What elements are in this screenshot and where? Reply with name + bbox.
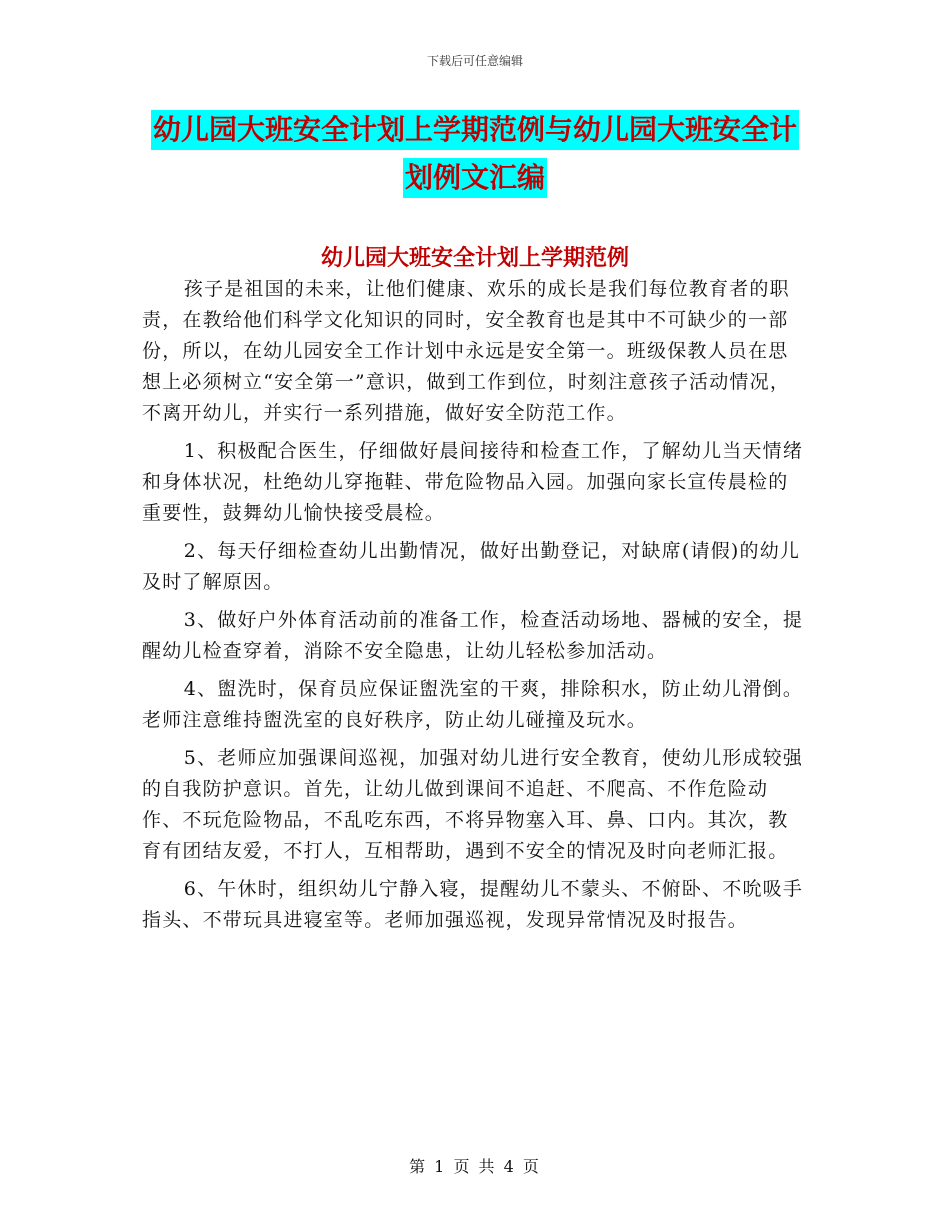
section-heading: 幼儿园大班安全计划上学期范例 [320,246,629,271]
document-body [142,274,808,943]
paragraph-item-6: 6、午休时，组织幼儿宁静入寝，提醒幼儿不蒙头、不俯卧、不吮吸手指头、不带玩具进寝室等。老师加强巡视，发现异常情况及时报告。 [142,878,804,931]
paragraph-item-3: 3、做好户外体育活动前的准备工作，检查活动场地、器械的安全，提醒幼儿检查穿着，消除不安全隐患，让幼儿轻松参加活动。 [142,609,804,662]
title-line-1: 幼儿园大班安全计划上学期范例与幼儿园大班安全计 [151,110,799,150]
paragraph-item-4: 4、盥洗时，保育员应保证盥洗室的干爽，排除积水，防止幼儿滑倒。老师注意维持盥洗室的良好秩序，防止幼儿碰撞及玩水。 [142,678,804,731]
paragraph-item-1: 1、积极配合医生，仔细做好晨间接待和检查工作，了解幼儿当天情绪和身体状况，杜绝幼儿穿拖鞋、带危险物品入园。加强向家长宣传晨检的重要性，鼓舞幼儿愉快接受晨检。 [142,440,804,524]
paragraph-intro: 孩子是祖国的未来，让他们健康、欢乐的成长是我们每位教育者的职责，在教给他们科学文化知识的同时，安全教育也是其中不可缺少的一部份，所以，在幼儿园安全工作计划中永远是安全第一。班级保教人员在思想上必须树立“安全第一”意识，做到工作到位，时刻注意孩子活动情况，不离开幼儿，并实行一系列措施，做好安全防范工作。 [142,278,791,424]
document-title [0,110,950,198]
page-number-footer: 第 1 页 共 4 页 [409,1157,541,1176]
title-line-2: 划例文汇编 [403,158,547,198]
paragraph-item-5: 5、老师应加强课间巡视，加强对幼儿进行安全教育，使幼儿形成较强的自我防护意识。首先，让幼儿做到课间不追赶、不爬高、不作危险动作、不玩危险物品，不乱吃东西，不将异物塞入耳、鼻、口内。其次，教育有团结友爱，不打人，互相帮助，遇到不安全的情况及时向老师汇报。 [142,747,804,862]
paragraph-item-2: 2、每天仔细检查幼儿出勤情况，做好出勤登记，对缺席(请假)的幼儿及时了解原因。 [142,540,801,593]
header-note: 下载后可任意编辑 [426,54,523,68]
